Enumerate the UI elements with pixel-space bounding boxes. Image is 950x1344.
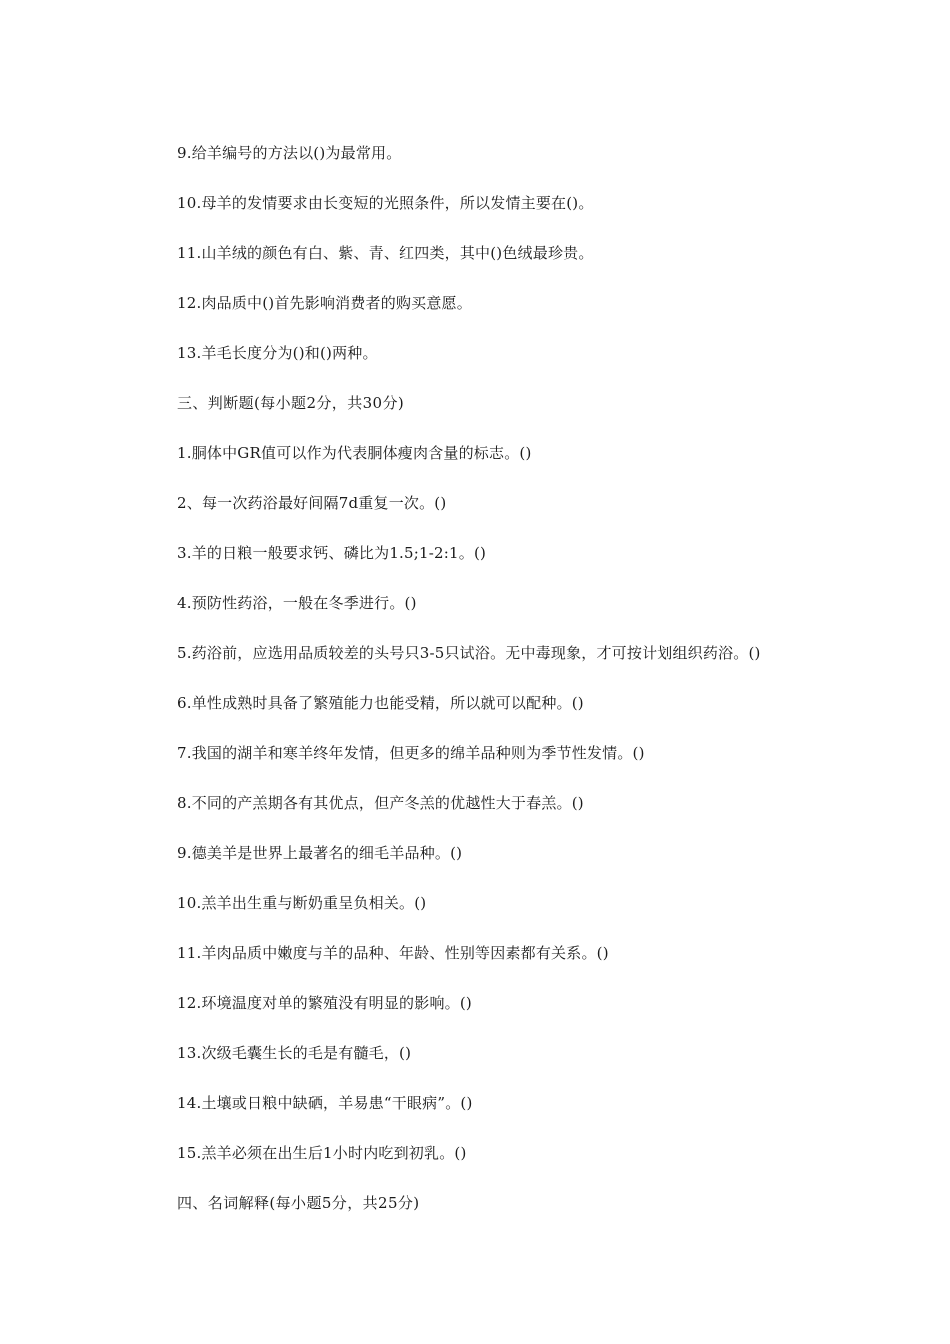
judgment-question-10: 10.羔羊出生重与断奶重呈负相关。() bbox=[177, 894, 427, 912]
judgment-question-13: 13.次级毛囊生长的毛是有髓毛，() bbox=[177, 1044, 412, 1062]
section-three-heading: 三、判断题(每小题2分，共30分) bbox=[177, 394, 405, 412]
judgment-question-8: 8.不同的产羔期各有其优点，但产冬羔的优越性大于春羔。() bbox=[177, 794, 584, 812]
document-body bbox=[177, 141, 877, 1241]
judgment-question-11: 11.羊肉品质中嫩度与羊的品种、年龄、性别等因素都有关系。() bbox=[177, 944, 609, 962]
judgment-question-7: 7.我国的湖羊和寒羊终年发情，但更多的绵羊品种则为季节性发情。() bbox=[177, 744, 645, 762]
judgment-question-3: 3.羊的日粮一般要求钙、磷比为1.5;1-2:1。() bbox=[177, 544, 487, 562]
fill-blank-question-13: 13.羊毛长度分为()和()两种。 bbox=[177, 344, 378, 362]
fill-blank-question-11: 11.山羊绒的颜色有白、紫、青、红四类，其中()色绒最珍贵。 bbox=[177, 244, 594, 262]
fill-blank-question-9: 9.给羊编号的方法以()为最常用。 bbox=[177, 144, 402, 162]
judgment-question-15: 15.羔羊必须在出生后1小时内吃到初乳。() bbox=[177, 1144, 467, 1162]
judgment-question-14: 14.土壤或日粮中缺硒，羊易患“干眼病”。() bbox=[177, 1094, 473, 1112]
judgment-question-2: 2、每一次药浴最好间隔7d重复一次。() bbox=[177, 494, 447, 512]
judgment-question-5: 5.药浴前，应选用品质较差的头号只3-5只试浴。无中毒现象，才可按计划组织药浴。() bbox=[177, 644, 761, 662]
section-four-heading: 四、名词解释(每小题5分，共25分) bbox=[177, 1194, 420, 1212]
judgment-question-1: 1.胴体中GR值可以作为代表胴体瘦肉含量的标志。() bbox=[177, 444, 532, 462]
fill-blank-question-12: 12.肉品质中()首先影响消费者的购买意愿。 bbox=[177, 294, 472, 312]
fill-blank-question-10: 10.母羊的发情要求由长变短的光照条件，所以发情主要在()。 bbox=[177, 194, 594, 212]
judgment-question-6: 6.单性成熟时具备了繁殖能力也能受精，所以就可以配种。() bbox=[177, 694, 584, 712]
judgment-question-12: 12.环境温度对单的繁殖没有明显的影响。() bbox=[177, 994, 472, 1012]
judgment-question-9: 9.德美羊是世界上最著名的细毛羊品种。() bbox=[177, 844, 463, 862]
judgment-question-4: 4.预防性药浴，一般在冬季进行。() bbox=[177, 594, 417, 612]
